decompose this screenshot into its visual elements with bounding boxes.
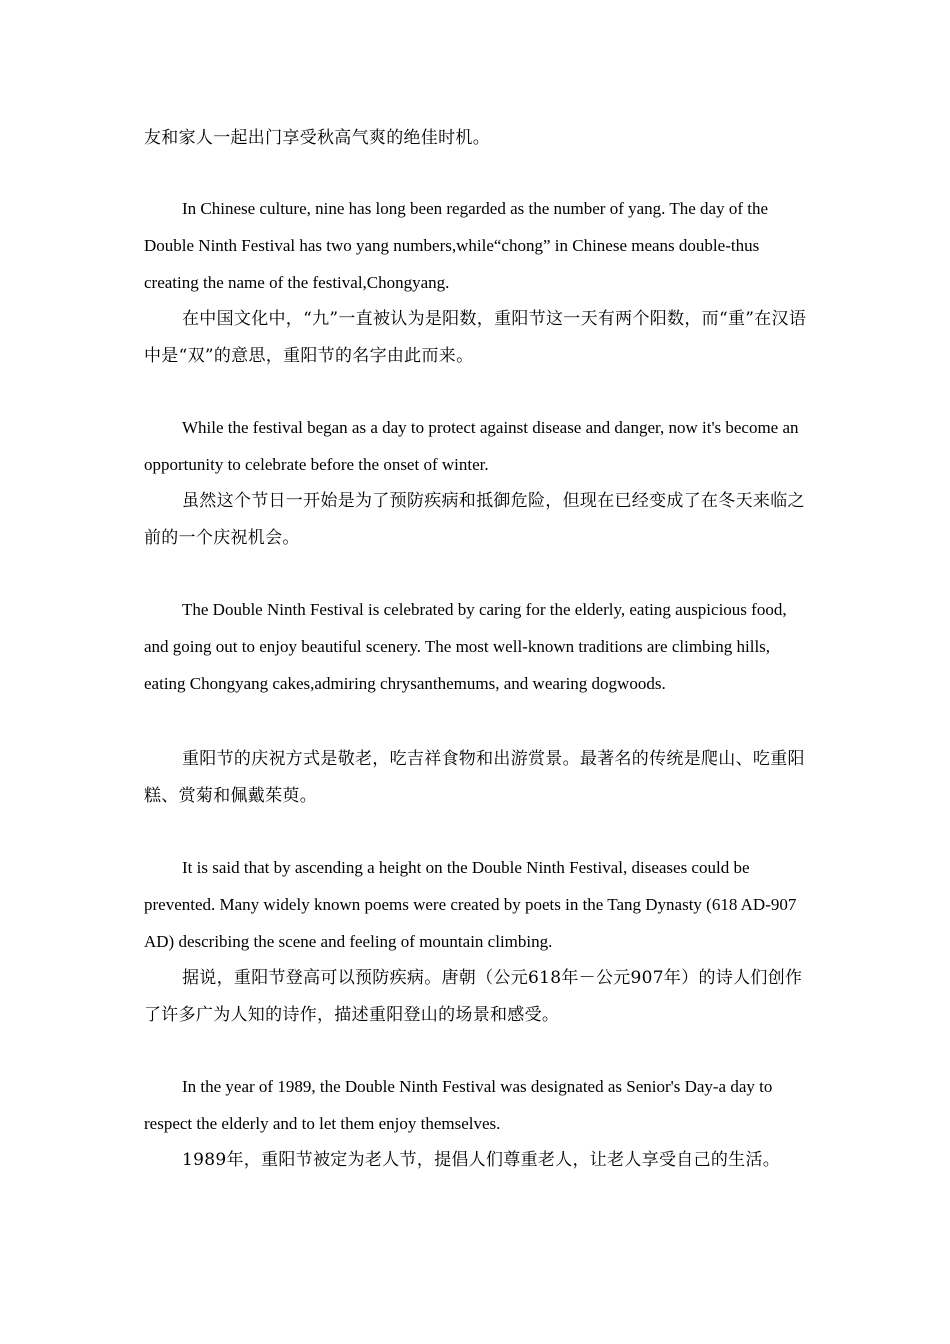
paragraph-1-zh: 在中国文化中，“九”一直被认为是阳数，重阳节这一天有两个阳数，而“重”在汉语中是“双”的意思，重阳节的名字由此而来。: [144, 309, 807, 366]
paragraph-1-en: In Chinese culture, nine has long been regarded as the number of yang. The day of the Double Ninth Festival has two yang numbers,while“chong” in Chinese means double-thus creating the name of the festival,Chongyang.: [144, 199, 768, 292]
continuation-paragraph-zh: 友和家人一起出门享受秋高气爽的绝佳时机。: [144, 128, 490, 148]
paragraph-2-en: While the festival began as a day to protect against disease and danger, now it's become an opportunity to celebrate before the onset of winter.: [144, 418, 799, 474]
paragraph-4-en: It is said that by ascending a height on the Double Ninth Festival, diseases could be prevented. Many widely known poems were created by poets in the Tang Dynasty (618 AD-907 AD) describing the scene and feeling of mountain climbing.: [144, 858, 797, 951]
paragraph-4-zh: 据说，重阳节登高可以预防疾病。唐朝（公元618年－公元907年）的诗人们创作了许多广为人知的诗作，描述重阳登山的场景和感受。: [144, 968, 803, 1025]
paragraph-3-zh: 重阳节的庆祝方式是敬老，吃吉祥食物和出游赏景。最著名的传统是爬山、吃重阳糕、赏菊和佩戴茱萸。: [144, 749, 805, 806]
paragraph-5-en: In the year of 1989, the Double Ninth Festival was designated as Senior's Day-a day to respect the elderly and to let them enjoy themselves.: [144, 1077, 773, 1133]
paragraph-2-zh: 虽然这个节日一开始是为了预防疾病和抵御危险，但现在已经变成了在冬天来临之前的一个庆祝机会。: [144, 491, 805, 548]
paragraph-5-zh: 1989年，重阳节被定为老人节，提倡人们尊重老人，让老人享受自己的生活。: [182, 1150, 781, 1170]
paragraph-3-en: The Double Ninth Festival is celebrated by caring for the elderly, eating auspicious food, and going out to enjoy beautiful scenery. The most well-known traditions are climbing hills, eating Chongyang cakes,admiring chrysanthemums, and wearing dogwoods.: [144, 600, 787, 693]
